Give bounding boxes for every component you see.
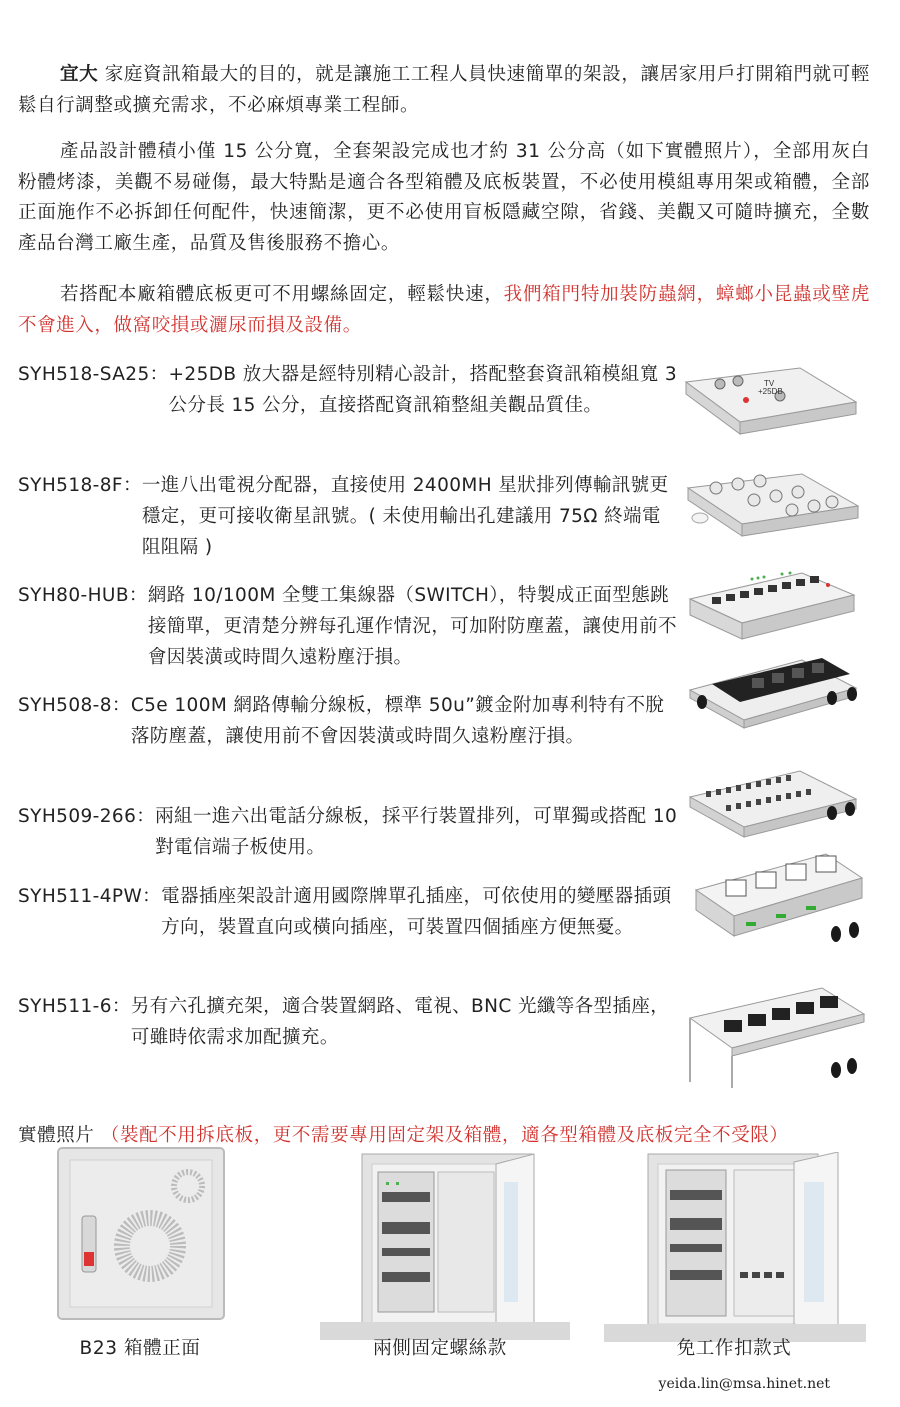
tv-splitter-image	[682, 466, 862, 550]
product-description: 一進八出電視分配器，直接使用 2400MH 星狀排列傳輸訊號更穩定，更可接收衛星訊號。( 未使用輸出孔建議用 75Ω 終端電阻阻隔 )	[141, 475, 669, 558]
product-hub	[18, 580, 678, 673]
svg-text:+25DB: +25DB	[758, 387, 783, 396]
product-4pw	[18, 881, 678, 943]
product-code: SYH508-8：	[18, 695, 131, 716]
intro-text-3: 若搭配本廠箱體底板更可不用螺絲固定，輕鬆快速，	[60, 284, 504, 305]
tool-free-photo	[604, 1152, 866, 1348]
brand-name: 宜大	[60, 64, 99, 85]
photos-label: 實體照片	[18, 1125, 101, 1146]
expansion-rack-image	[682, 978, 872, 1117]
product-code: SYH509-266：	[18, 806, 156, 827]
intro-paragraph-3	[18, 280, 870, 341]
phone-distribution-image	[682, 765, 862, 854]
product-509	[18, 801, 678, 863]
intro-paragraph-2	[18, 137, 870, 259]
product-sa25	[18, 359, 678, 421]
network-switch-image	[682, 565, 862, 654]
product-description: 電器插座架設計適用國際牌單孔插座，可依使用的變壓器插頭方向，裝置直向或橫向插座，可裝置四個插座方便無憂。	[161, 886, 672, 938]
cabinet-front-photo	[56, 1146, 226, 1325]
intro-text-1: 家庭資訊箱最大的目的，就是讓施工工程人員快速簡單的架設，讓居家用戶打開箱門就可輕鬆自行調整或擴充需求，不必麻煩專業工程師。	[18, 64, 870, 116]
product-8f	[18, 470, 678, 563]
photo-label-front: B23 箱體正面	[79, 1338, 201, 1359]
photo-label-tool-free: 免工作扣款式	[676, 1338, 792, 1359]
power-socket-image	[686, 850, 866, 964]
product-description: 兩組一進六出電話分線板，採平行裝置排列，可單獨或搭配 10 對電信端子板使用。	[155, 806, 678, 858]
product-description: +25DB 放大器是經特別精心設計，搭配整套資訊箱模組寬 3 公分長 15 公分，直接搭配資訊箱整組美觀品質佳。	[168, 364, 678, 416]
amplifier-image	[680, 360, 860, 444]
product-code: SYH518-8F：	[18, 475, 142, 496]
photos-note: （裝配不用拆底板，更不需要專用固定架及箱體，適各型箱體及底板完全不受限）	[100, 1125, 789, 1146]
intro-text-2: 產品設計體積小僅 15 公分寬，全套架設完成也才約 31 公分高（如下實體照片），全部用灰白粉體烤漆，美觀不易碰傷，最大特點是適合各型箱體及底板裝置，不必使用模組專用架或箱體，全部正面施作不必拆卸任何配件，快速簡潔，更不必使用盲板隱藏空隙，省錢、美觀又可隨時擴充，全數產品台灣工廠生產，品質及售後服務不擔心。	[18, 141, 870, 254]
product-511-6	[18, 991, 678, 1053]
insect-net-note: 我們箱門特加裝防蟲網，蟑螂小昆蟲或壁虎不會進入，做窩咬損或灑尿而損及設備。	[18, 284, 870, 336]
svg-text:TV: TV	[764, 379, 775, 388]
contact-email[interactable]: yeida.lin@msa.hinet.net	[658, 1376, 830, 1392]
photos-caption	[18, 1121, 789, 1147]
photo-label-side-screw: 兩側固定螺絲款	[373, 1338, 507, 1359]
product-description: 網路 10/100M 全雙工集線器（SWITCH），特製成正面型態跳接簡單，更清楚分辨每孔運作情況，可加附防塵蓋，讓使用前不會因裝潢或時間久遠粉塵汙損。	[147, 585, 678, 668]
product-code: SYH80-HUB：	[18, 585, 148, 606]
side-screw-photo	[320, 1152, 570, 1346]
intro-paragraph-1	[18, 60, 870, 121]
product-description: C5e 100M 網路傳輸分線板，標準 50u”鍍金附加專利特有不脫落防塵蓋，讓使用前不會因裝潢或時間久遠粉塵汙損。	[130, 695, 665, 747]
product-code: SYH518-SA25：	[18, 364, 169, 385]
product-code: SYH511-6：	[18, 996, 131, 1017]
patch-panel-image	[682, 654, 862, 743]
product-508	[18, 690, 678, 752]
product-description: 另有六孔擴充架，適合裝置網路、電視、BNC 光纖等各型插座，可雖時依需求加配擴充。	[130, 996, 670, 1048]
product-code: SYH511-4PW：	[18, 886, 162, 907]
